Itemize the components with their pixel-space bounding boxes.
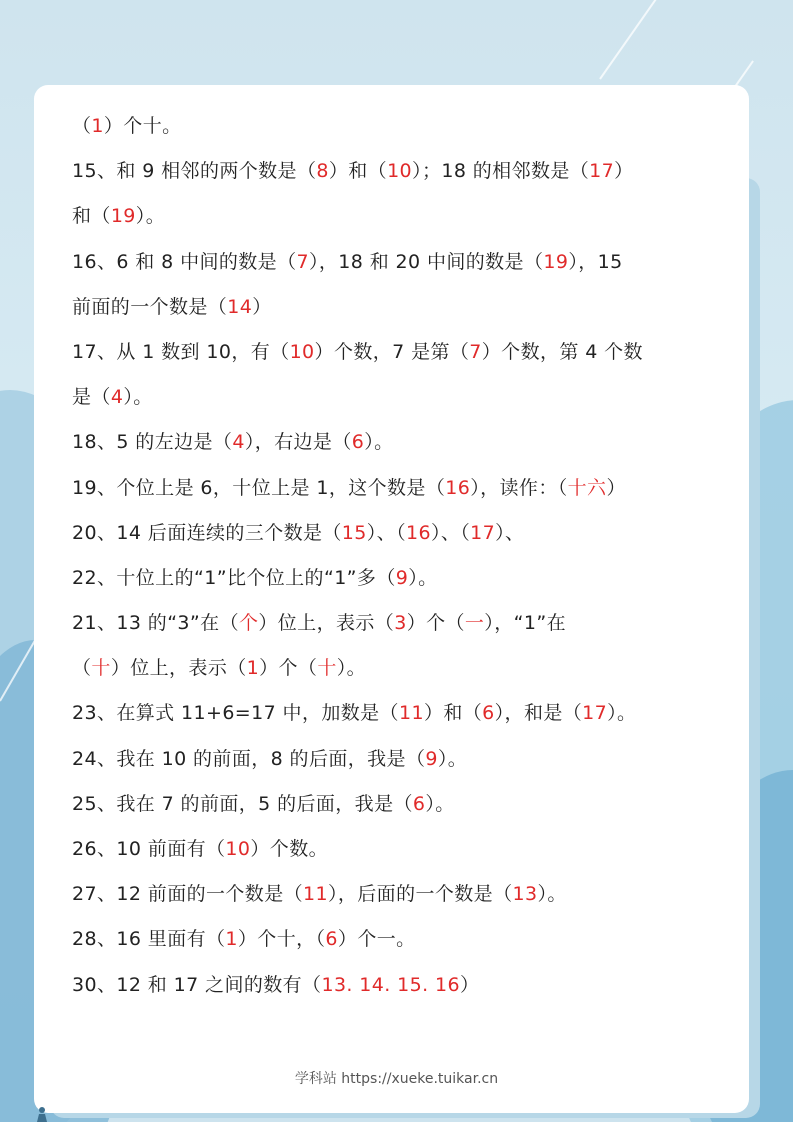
question-text: ），后面的一个数是（ (327, 883, 513, 906)
answer-text: 6 (482, 702, 495, 725)
question-text: 21、13 的“3”在（ (72, 612, 239, 635)
question-text: ）个数，7 是第（ (314, 340, 470, 363)
question-text: 15、和 9 相邻的两个数是（ (72, 160, 317, 183)
answer-text: 7 (469, 340, 482, 363)
question-text: 30、12 和 17 之间的数有（ (72, 973, 322, 996)
answer-text: 7 (296, 250, 309, 273)
question-text: ）。 (135, 205, 166, 228)
answer-text: 19 (543, 250, 569, 273)
answer-text: 16 (405, 521, 431, 544)
answer-text: 17 (589, 160, 615, 183)
question-line (72, 647, 732, 692)
question-text: ）。 (607, 702, 637, 725)
question-line (72, 873, 732, 918)
question-text: ）位上，表示（ (110, 657, 247, 680)
question-text: ）。 (437, 747, 468, 770)
answer-text: 13. 14. 15. 16 (321, 973, 460, 996)
question-text: ）个十，（ (237, 928, 326, 951)
worksheet-content (72, 105, 732, 1009)
question-line (72, 512, 732, 557)
question-text: ）个（ (406, 612, 465, 635)
question-text: ），18 和 20 中间的数是（ (308, 250, 544, 273)
footer-source[interactable]: 学科站 https://xueke.tuikar.cn (294, 1071, 499, 1087)
answer-text: 13 (512, 883, 538, 906)
question-text: ）。 (408, 566, 438, 589)
light-streak (599, 0, 687, 80)
question-text: 22、十位上的“1”比个位上的“1”多（ (72, 566, 396, 589)
question-text: 16、6 和 8 中间的数是（ (72, 250, 297, 273)
question-text: ） (252, 295, 272, 318)
question-text: ），15 (568, 250, 623, 273)
answer-text: 10 (289, 340, 315, 363)
question-text: ） (606, 476, 626, 499)
question-line (72, 421, 732, 466)
question-text: 27、12 前面的一个数是（ (72, 883, 303, 906)
question-text: ），读作：（ (470, 476, 568, 499)
question-line (72, 692, 732, 737)
question-line (72, 150, 732, 195)
answer-text: 17 (582, 702, 608, 725)
question-line (72, 964, 732, 1009)
question-text: ）、（ (366, 521, 406, 544)
answer-text: 15 (341, 521, 367, 544)
question-line (72, 195, 732, 240)
question-text: （ (72, 657, 92, 680)
question-text: 17、从 1 数到 10，有（ (72, 340, 290, 363)
answer-text: 11 (303, 883, 328, 906)
answer-text: 17 (470, 521, 496, 544)
question-text: ），“1”在 (484, 612, 566, 635)
question-text: 28、16 里面有（ (72, 928, 226, 951)
question-text: ）。 (364, 431, 394, 454)
question-line (72, 738, 732, 783)
answer-text: 11 (398, 702, 424, 725)
question-text: 18、5 的左边是（ (72, 431, 233, 454)
question-line (72, 918, 732, 963)
question-line (72, 783, 732, 828)
answer-text: 十 (317, 657, 337, 680)
question-line (72, 467, 732, 512)
question-text: ）；18 的相邻数是（ (412, 160, 590, 183)
question-text: 和（ (72, 205, 111, 228)
question-text: （ (72, 115, 92, 137)
answer-text: 个 (238, 612, 259, 635)
answer-text: 16 (445, 476, 471, 499)
answer-text: 1 (225, 928, 238, 951)
question-text: ）和（ (423, 702, 483, 725)
question-text: ）个数，第 4 个数 (481, 340, 643, 363)
question-text: ）、（ (430, 521, 471, 544)
question-line (72, 602, 732, 647)
question-line (72, 828, 732, 873)
question-text: ）。 (336, 657, 367, 680)
question-text: 24、我在 10 的前面，8 的后面，我是（ (72, 747, 426, 770)
answer-text: 4 (110, 386, 124, 409)
question-line (72, 241, 732, 286)
question-text: ）个数。 (250, 838, 328, 860)
answer-text: 19 (110, 205, 136, 228)
question-text: ）个十。 (103, 115, 182, 137)
question-text: ）个（ (259, 657, 318, 680)
answer-text: 一 (464, 612, 485, 635)
question-text: ）、 (495, 521, 525, 544)
question-text: ）个一。 (337, 928, 416, 951)
question-text: 20、14 后面连续的三个数是（ (72, 521, 342, 544)
answer-text: 十 (91, 657, 111, 680)
answer-text: 10 (387, 160, 413, 183)
question-text: 25、我在 7 的前面，5 的后面，我是（ (72, 792, 413, 815)
question-text: ）和（ (328, 160, 388, 183)
answer-text: 9 (425, 747, 438, 770)
answer-text: 9 (395, 566, 409, 589)
person-icon (35, 1106, 49, 1122)
question-line (72, 105, 732, 150)
question-text: ） (460, 973, 480, 996)
question-text: ）位上，表示（ (258, 612, 395, 635)
question-text: ），和是（ (494, 702, 583, 725)
question-text: ）。 (425, 792, 455, 815)
answer-text: 8 (316, 160, 329, 183)
answer-text: 10 (225, 838, 251, 860)
answer-text: 6 (325, 928, 338, 951)
question-text: ）。 (123, 386, 153, 409)
answer-text: 6 (351, 431, 365, 454)
question-text: 是（ (72, 386, 111, 409)
answer-text: 14 (227, 295, 253, 318)
answer-text: 3 (394, 612, 407, 635)
answer-text: 1 (246, 657, 260, 680)
question-line (72, 286, 732, 331)
answer-text: 1 (91, 115, 104, 137)
question-line (72, 557, 732, 602)
question-line (72, 376, 732, 421)
question-text: 26、10 前面有（ (72, 838, 226, 860)
question-line (72, 331, 732, 376)
answer-text: 6 (412, 792, 426, 815)
question-text: ），右边是（ (244, 431, 352, 454)
answer-text: 4 (232, 431, 245, 454)
answer-text: 十六 (567, 476, 607, 499)
question-text: ）。 (537, 883, 567, 906)
question-text: ） (614, 160, 634, 183)
question-text: 前面的一个数是（ (72, 295, 228, 318)
question-text: 23、在算式 11+6=17 中，加数是（ (72, 702, 399, 725)
question-text: 19、个位上是 6，十位上是 1，这个数是（ (72, 476, 446, 499)
